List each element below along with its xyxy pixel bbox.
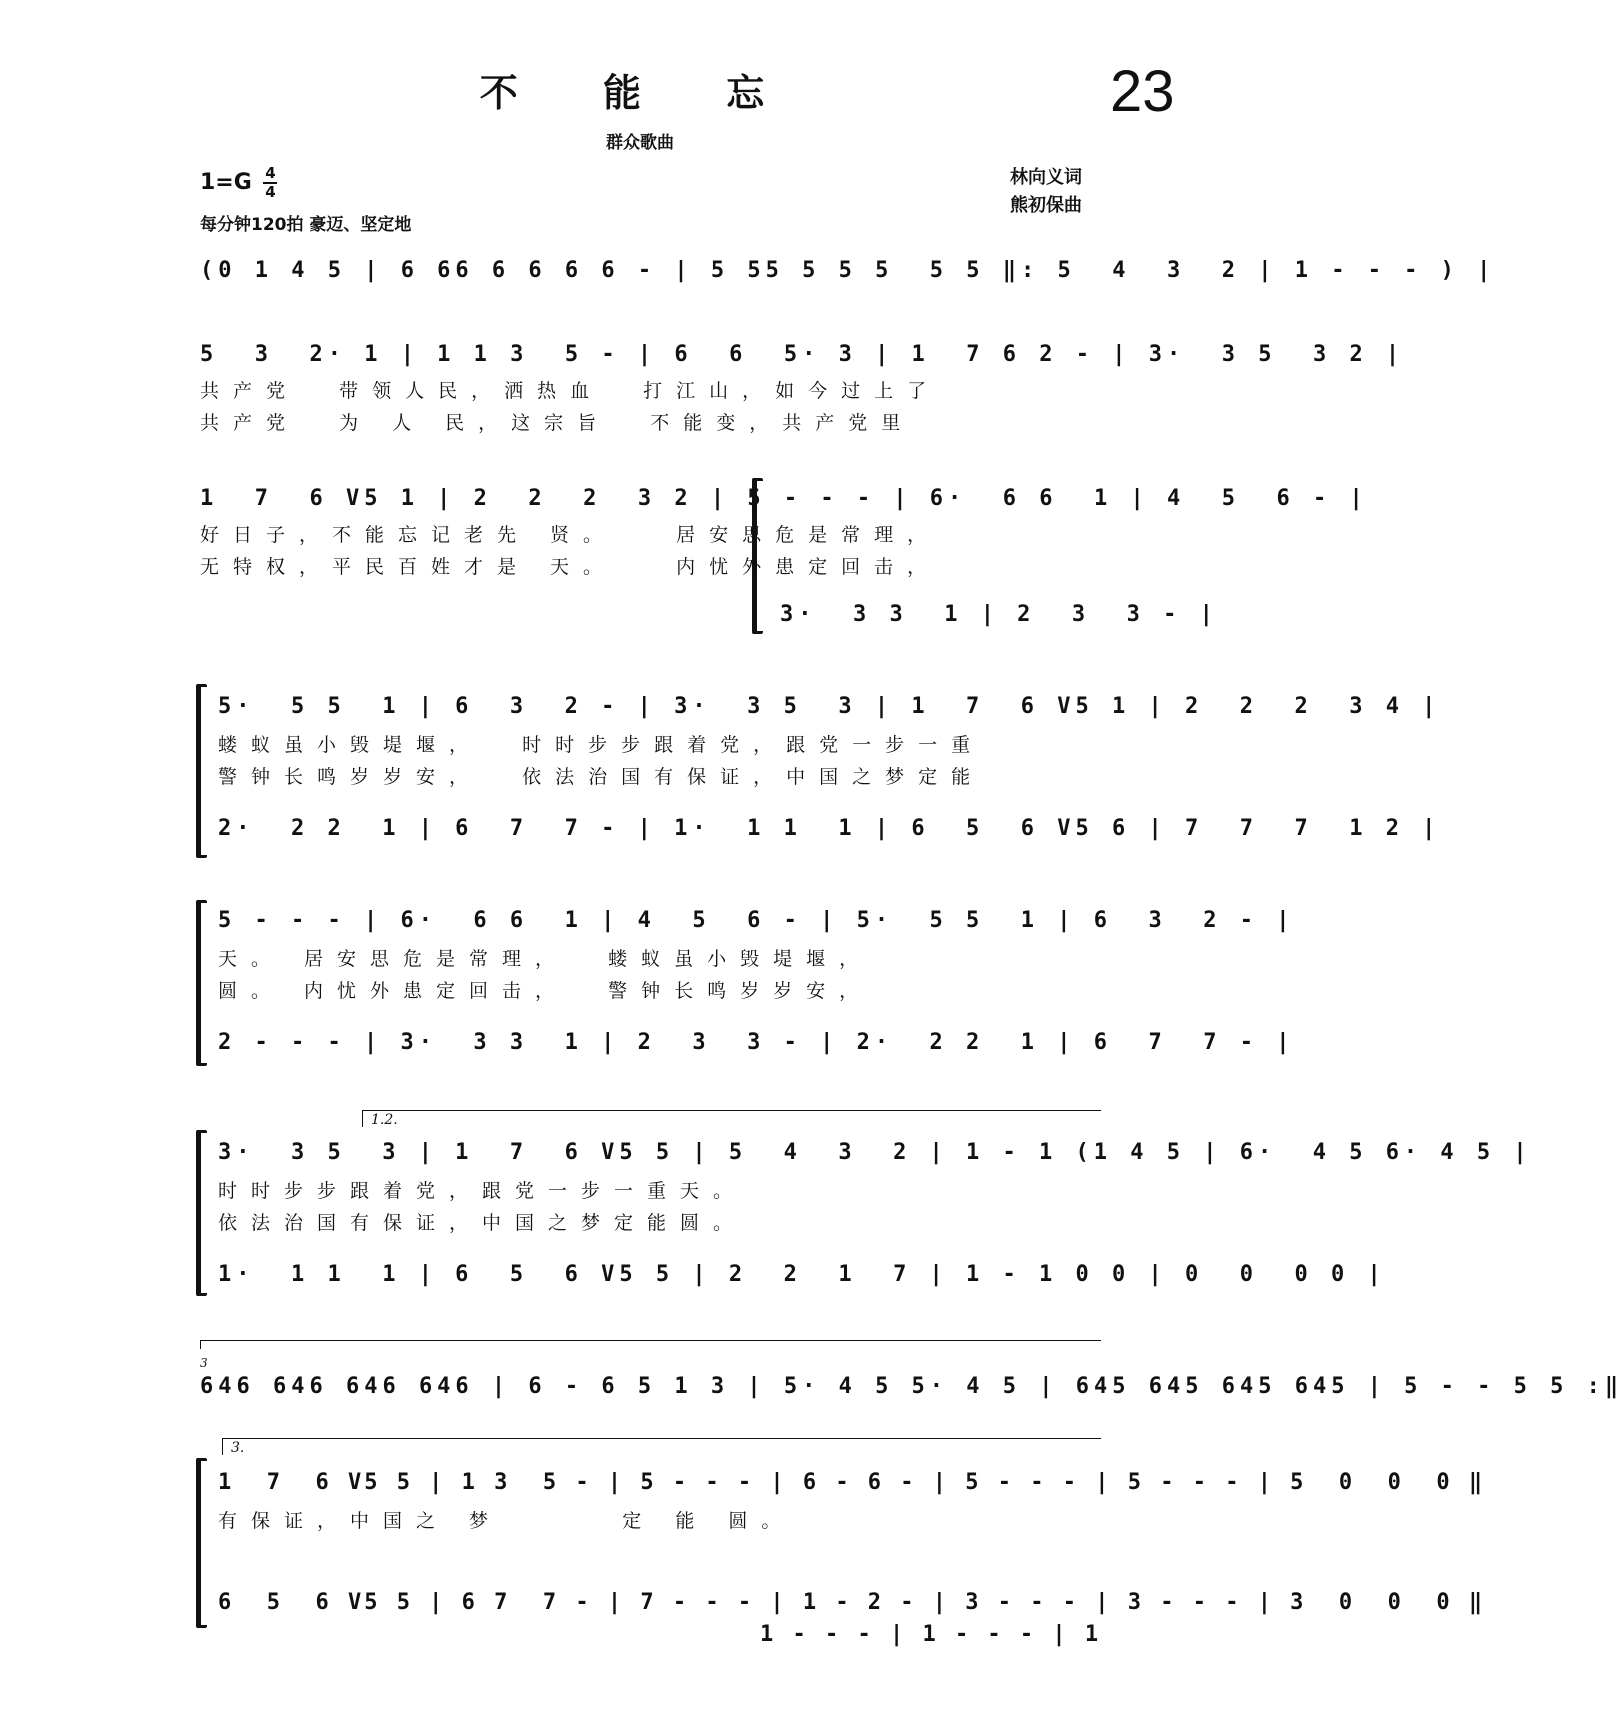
system-5-lower-notes: 2 - - - | 3· 3 3 1 | 2 3 3 - | 2· 2 2 1 | 6 7 7 - | <box>218 1030 1295 1055</box>
system-6-lyric-1: 时时步步跟着党，跟党一步一重天。 <box>218 1180 747 1202</box>
tempo-marking: 每分钟120拍 豪迈、坚定地 <box>200 215 412 235</box>
system-3-lyric-2: 无特权，平民百姓才是 天。 内忧外患定回击， <box>200 556 941 578</box>
composer: 熊初保曲 <box>1010 195 1082 216</box>
system-8-third-notes: 1 - - - | 1 - - - | 1 <box>760 1622 1102 1647</box>
subtitle: 群众歌曲 <box>606 133 674 153</box>
system-6-lower-notes: 1· 1 1 1 | 6 5 6 V5 5 | 2 2 1 7 | 1 - 1 0 0 | 0 0 0 0 | <box>218 1262 1386 1287</box>
volta-1-2-label: 1.2. <box>371 1112 398 1128</box>
system-4-brace <box>196 684 207 858</box>
system-2-lyric-1: 共产党 带领人民，洒热血 打江山，如今过上了 <box>200 380 941 402</box>
system-3-notes: 1 7 6 V5 1 | 2 2 2 3 2 | 5 - - - | 6· 6 6 1 | 4 5 6 - | <box>200 486 1368 511</box>
system-6-lyric-2: 依法治国有保证，中国之梦定能圆。 <box>218 1212 747 1234</box>
system-8-brace <box>196 1458 207 1628</box>
volta-3 <box>222 1438 1101 1455</box>
system-5-lyric-1: 天。 居安思危是常理， 蝼蚁虽小毁堤堰， <box>218 948 873 970</box>
system-7-notes: 646 646 646 646 | 6 - 6 5 1 3 | 5· 4 5 5· 4 5 | 645 645 645 645 | 5 - - 5 5 :‖ <box>200 1374 1623 1399</box>
system-4-lyric-1: 蝼蚁虽小毁堤堰， 时时步步跟着党，跟党一步一重 <box>218 734 985 756</box>
system-3-lower-notes: 3· 3 3 1 | 2 3 3 - | <box>780 602 1218 627</box>
system-7-top-line <box>200 1340 1101 1349</box>
time-sig-bottom: 4 <box>265 183 276 201</box>
page-title: 不 能 忘 <box>479 71 801 115</box>
triplet-label: 3 <box>200 1356 208 1370</box>
volta-3-label: 3. <box>231 1440 245 1456</box>
system-5-lyric-2: 圆。 内忧外患定回击， 警钟长鸣岁岁安， <box>218 980 873 1002</box>
page-number: 23 <box>1110 59 1175 124</box>
system-1-notes: (0 1 4 5 | 6 66 6 6 6 6 - | 5 55 5 5 5 5 5 ‖: 5 4 3 2 | 1 - - - ) | <box>200 258 1496 283</box>
system-2-lyric-2: 共产党 为 人 民，这宗旨 不能变，共产党里 <box>200 412 915 434</box>
system-4-lower-notes: 2· 2 2 1 | 6 7 7 - | 1· 1 1 1 | 6 5 6 V5 6 | 7 7 7 1 2 | <box>218 816 1441 841</box>
triplet-marks <box>200 1356 1100 1370</box>
lyricist: 林向义词 <box>1010 167 1082 188</box>
key-label: 1=G <box>200 170 252 195</box>
system-8-lower-notes: 6 5 6 V5 5 | 6 7 7 - | 7 - - - | 1 - 2 - | 3 - - - | 3 - - - | 3 0 0 0 ‖ <box>218 1590 1486 1615</box>
system-4-lyric-2: 警钟长鸣岁岁安， 依法治国有保证，中国之梦定能 <box>218 766 985 788</box>
volta-1-2 <box>362 1110 1101 1127</box>
system-8-lyric-1: 有保证，中国之 梦 定 能 圆。 <box>218 1510 795 1532</box>
system-5-brace <box>196 900 207 1066</box>
system-4-notes: 5· 5 5 1 | 6 3 2 - | 3· 3 5 3 | 1 7 6 V5 1 | 2 2 2 3 4 | <box>218 694 1441 719</box>
system-6-notes: 3· 3 5 3 | 1 7 6 V5 5 | 5 4 3 2 | 1 - 1 (1 4 5 | 6· 4 5 6· 4 5 | <box>218 1140 1532 1165</box>
system-6-brace <box>196 1130 207 1296</box>
time-sig-top: 4 <box>265 164 276 182</box>
system-5-notes: 5 - - - | 6· 6 6 1 | 4 5 6 - | 5· 5 5 1 | 6 3 2 - | <box>218 908 1295 933</box>
system-8-notes: 1 7 6 V5 5 | 1 3 5 - | 5 - - - | 6 - 6 - | 5 - - - | 5 - - - | 5 0 0 0 ‖ <box>218 1470 1486 1495</box>
system-2-notes: 5 3 2· 1 | 1 1 3 5 - | 6 6 5· 3 | 1 7 6 2 - | 3· 3 5 3 2 | <box>200 342 1405 367</box>
system-3-lyric-1: 好日子，不能忘记老先 贤。 居安思危是常理， <box>200 524 941 546</box>
